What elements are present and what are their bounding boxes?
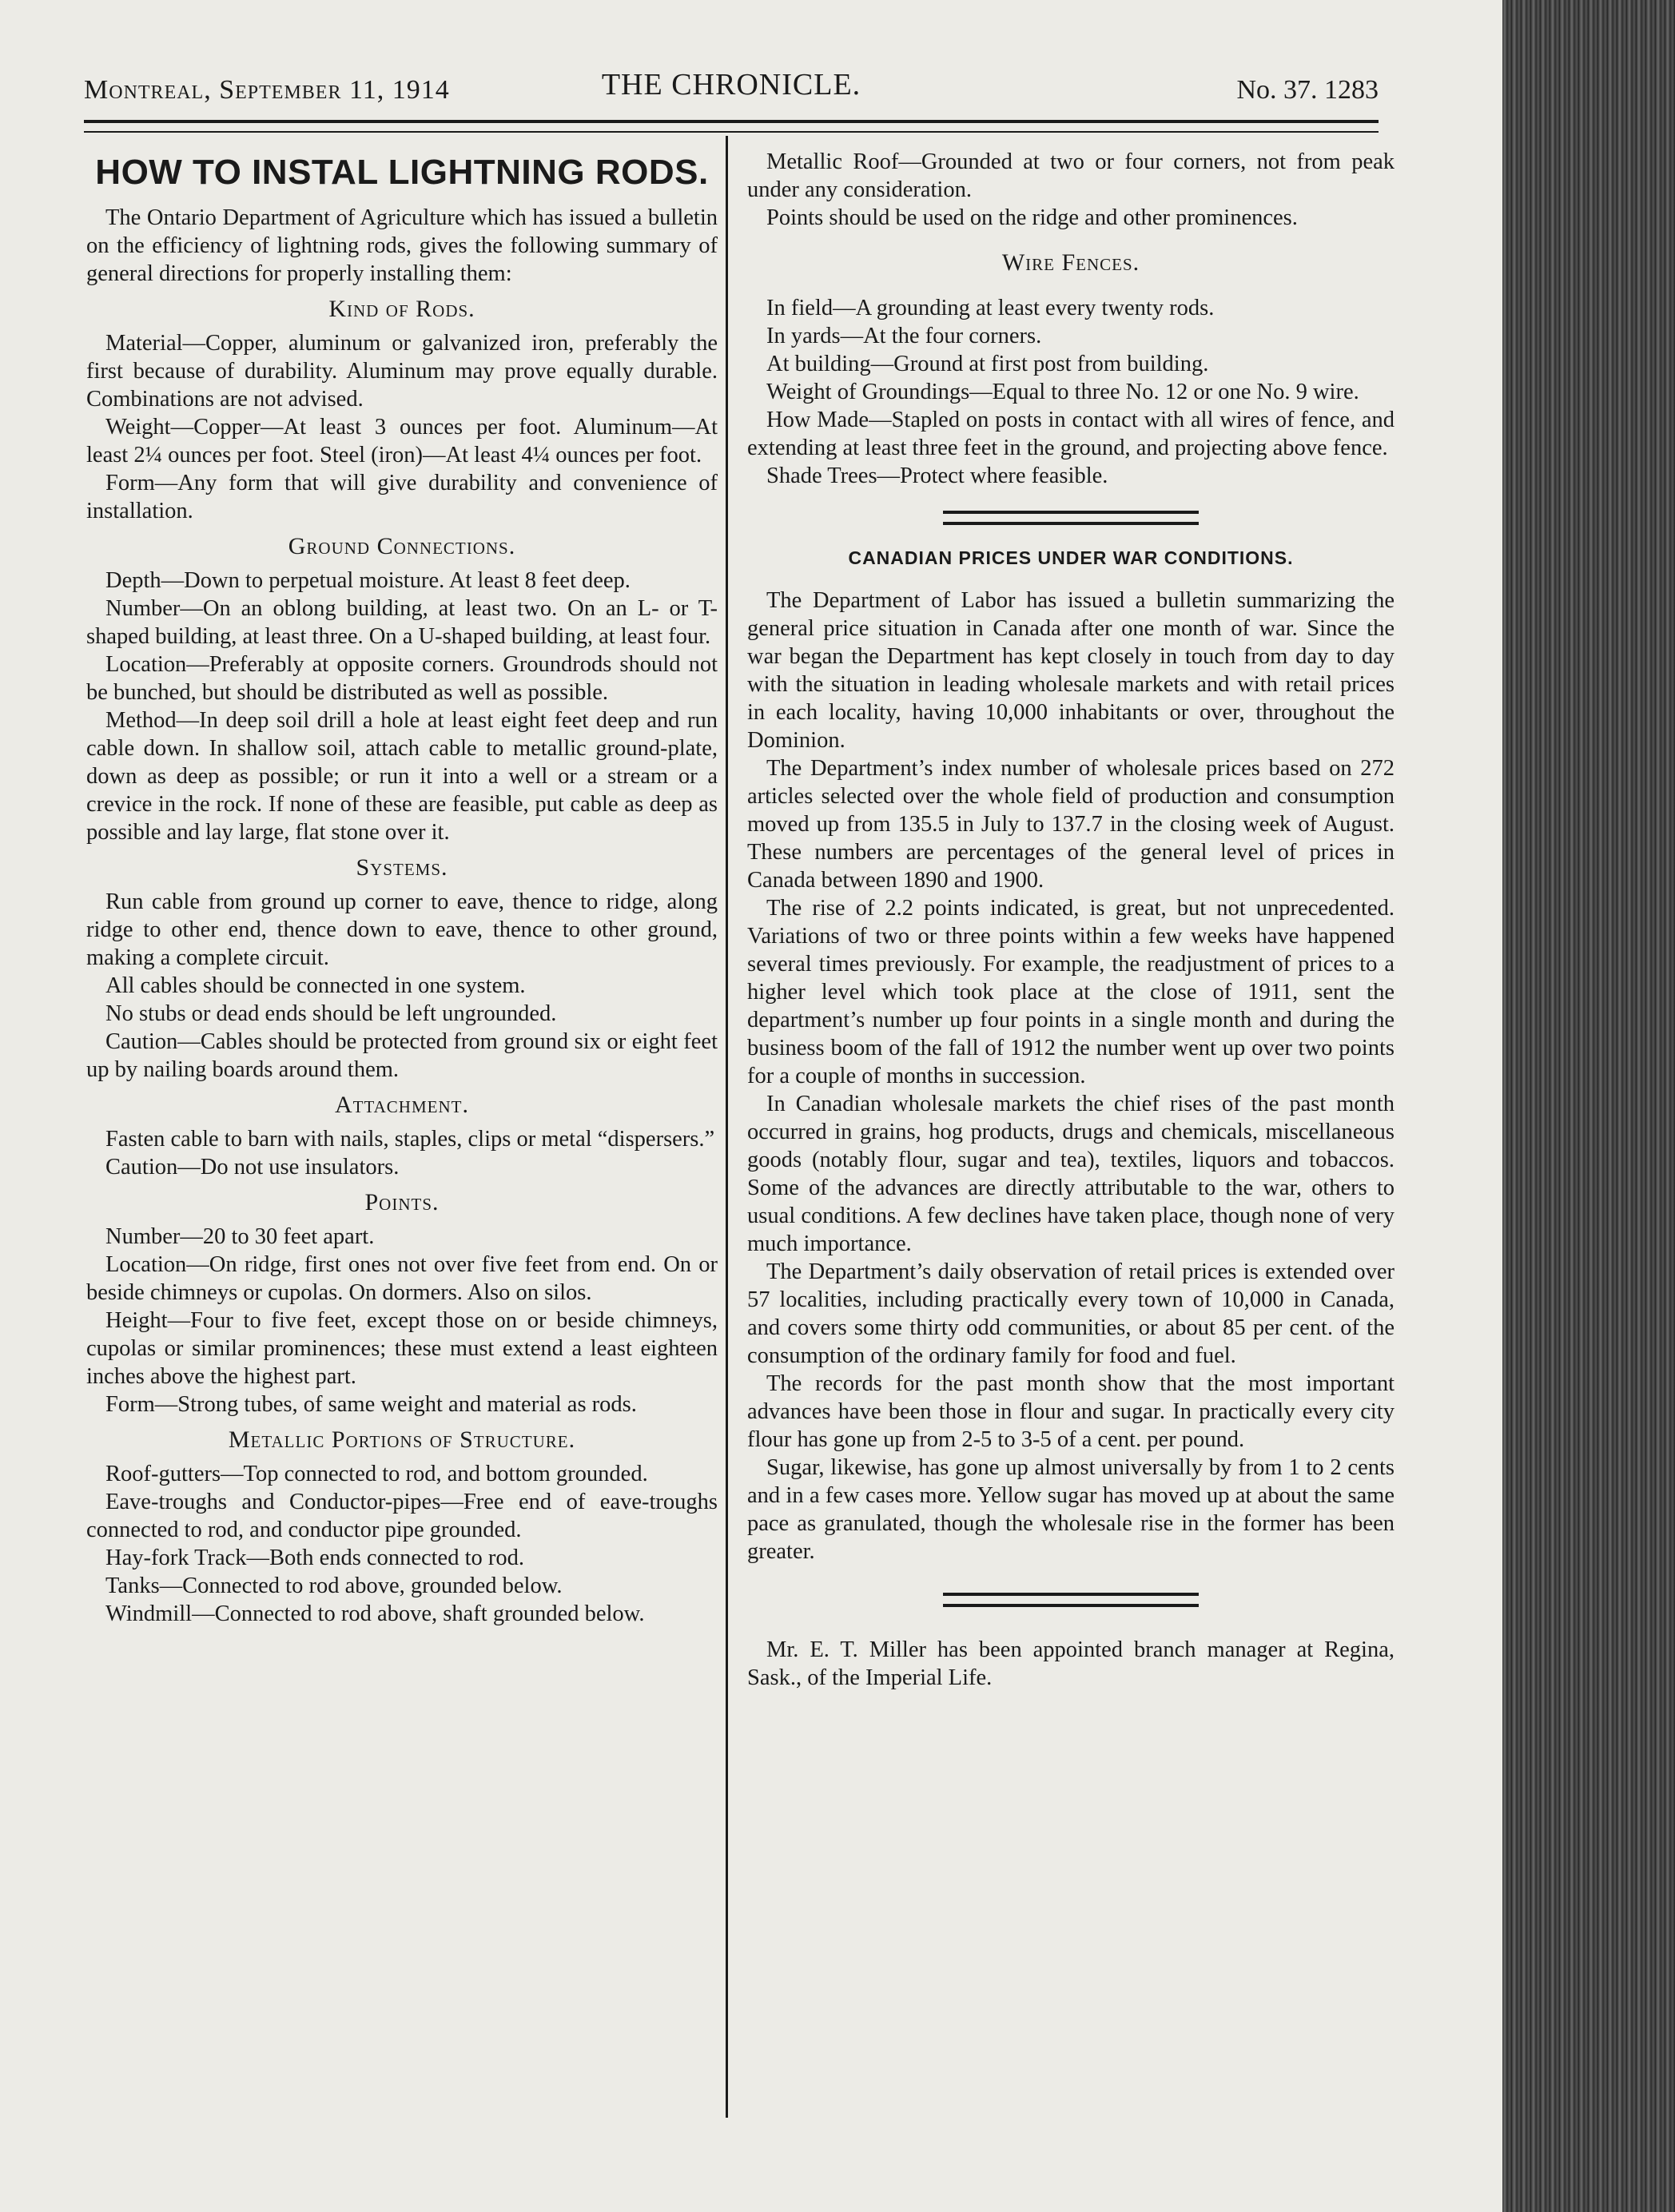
paragraph: Caution—Do not use insulators. (105, 1155, 400, 1180)
subhead-systems: Systems. (356, 854, 448, 881)
header-issue-page: No. 37. 1283 (1236, 75, 1379, 105)
paragraph: No stubs or dead ends should be left ungrounded. (105, 1001, 557, 1026)
header-publication-title: THE CHRONICLE. (601, 68, 861, 101)
paragraph: Location—Preferably at opposite corners. Groundrods should not be bunched, but should be distributed as well as possible. (86, 652, 718, 705)
paragraph: Height—Four to five feet, except those on or beside chimneys, cupolas or similar prominences; these must extend a least eighteen inches above the highest part. (86, 1308, 718, 1389)
paragraph: Tanks—Connected to rod above, grounded below. (105, 1573, 563, 1598)
paragraph: The records for the past month show that the most important advances have been those in flour and sugar. In practically every city flour has gone up from 2-5 to 3-5 of a cent. per pound. (747, 1371, 1395, 1452)
notice-paragraph: Mr. E. T. Miller has been appointed branch manager at Regina, Sask., of the Imperial Life. (747, 1637, 1395, 1690)
article-intro: The Ontario Department of Agriculture which has issued a bulletin on the efficiency of lightning rods, gives the following summary of general directions for properly installing them: (86, 205, 718, 286)
column-divider (726, 136, 728, 2118)
paragraph: The rise of 2.2 points indicated, is great, but not unprecedented. Variations of two or three points within a few weeks have happened several times previously. For example, the readjustment of prices to a higher level which took place at the close of 1911, sent the department’s number up four points in a single month and during the business boom of the fall of 1912 the number went up over two points for a couple of months in succession. (747, 896, 1395, 1088)
paragraph: The Department of Labor has issued a bulletin summarizing the general price situation in Canada after one month of war. Since the war began the Department has kept closely in touch from day to day with the situation in leading wholesale markets and with retail prices in each locality, having 10,000 inhabitants or over, throughout the Dominion. (747, 588, 1395, 753)
paragraph: Method—In deep soil drill a hole at least eight feet deep and run cable down. In shallow soil, attach cable to metallic ground-plate, down as deep as possible; or run it into a well or a stream or a crevice in the rock. If none of these are feasible, put cable as deep as possible and lay large, flat stone over it. (86, 708, 718, 845)
paragraph: Caution—Cables should be protected from ground six or eight feet up by nailing boards around them. (86, 1029, 718, 1082)
paragraph: In Canadian wholesale markets the chief rises of the past month occurred in grains, hog products, drugs and chemicals, miscellaneous goods (notably flour, sugar and tea), textiles, liquors and tobaccos. Some of the advances are directly attributable to the war, others to usual conditions. A few declines have taken place, though none of very much importance. (747, 1092, 1395, 1256)
paragraph: Weight—Copper—At least 3 ounces per foot. Aluminum—At least 2¼ ounces per foot. Steel (iron)—At least 4¼ ounces per foot. (86, 415, 718, 467)
right-column (747, 148, 1395, 1692)
left-column (86, 148, 718, 1628)
subhead-metallic-portions: Metallic Portions of Structure. (228, 1426, 576, 1453)
paragraph: The Department’s index number of wholesale prices based on 272 articles selected over the whole field of production and consumption moved up from 135.5 in July to 137.7 in the closing week of August. These numbers are percentages of the general level of prices in Canada between 1890 and 1900. (747, 756, 1395, 893)
subhead-ground-connections: Ground Connections. (288, 533, 516, 559)
subhead-wire-fences: Wire Fences. (1001, 249, 1140, 276)
paragraph: Roof-gutters—Top connected to rod, and bottom grounded. (105, 1462, 648, 1486)
paragraph: Form—Strong tubes, of same weight and material as rods. (105, 1392, 637, 1417)
subhead-kind-of-rods: Kind of Rods. (328, 296, 475, 322)
article-title-canadian-prices: CANADIAN PRICES UNDER WAR CONDITIONS. (848, 547, 1294, 568)
paragraph: Run cable from ground up corner to eave, thence to ridge, along ridge to other end, thence down to eave, thence to other ground, making a complete circuit. (86, 889, 718, 970)
header-dateline: Montreal, September 11, 1914 (84, 75, 450, 105)
paragraph: Material—Copper, aluminum or galvanized iron, preferably the first because of durability. Aluminum may prove equally durable. Combinations are not advised. (86, 331, 718, 412)
section-divider-rule (943, 511, 1199, 525)
paragraph: Hay-fork Track—Both ends connected to rod. (105, 1546, 524, 1570)
page-header (84, 67, 1379, 115)
paragraph: In yards—At the four corners. (766, 324, 1042, 348)
book-binding-edge (1502, 0, 1675, 2212)
header-rule (84, 120, 1379, 133)
paragraph: Fasten cable to barn with nails, staples, clips or metal “dispersers.” (105, 1127, 715, 1152)
paragraph: Number—20 to 30 feet apart. (105, 1224, 375, 1249)
paragraph: The Department’s daily observation of retail prices is extended over 57 localities, including practically every town of 10,000 in Canada, and covers some thirty odd communities, or about 85 per cent. of the consumption of the ordinary family for food and fuel. (747, 1259, 1395, 1368)
paragraph: Depth—Down to perpetual moisture. At least 8 feet deep. (105, 568, 631, 593)
section-divider-rule (943, 1593, 1199, 1607)
paragraph: How Made—Stapled on posts in contact with all wires of fence, and extending at least three feet in the ground, and projecting above fence. (747, 408, 1395, 460)
subhead-attachment: Attachment. (335, 1092, 469, 1118)
paragraph: Sugar, likewise, has gone up almost universally by from 1 to 2 cents and in a few cases more. Yellow sugar has moved up at about the same pace as granulated, though the wholesale rise in the former has been greater. (747, 1455, 1395, 1564)
paragraph: Number—On an oblong building, at least two. On an L- or T-shaped building, at least three. On a U-shaped building, at least four. (86, 596, 718, 649)
paragraph: Form—Any form that will give durability and convenience of installation. (86, 471, 718, 523)
paragraph: Shade Trees—Protect where feasible. (766, 463, 1108, 488)
paragraph: Points should be used on the ridge and other prominences. (766, 205, 1298, 230)
paragraph: Weight of Groundings—Equal to three No. 12 or one No. 9 wire. (766, 380, 1359, 404)
article-title-lightning-rods: HOW TO INSTAL LIGHTNING RODS. (95, 153, 709, 192)
paragraph: Windmill—Connected to rod above, shaft grounded below. (105, 1601, 645, 1626)
paragraph: All cables should be connected in one system. (105, 973, 526, 998)
paragraph: Eave-troughs and Conductor-pipes—Free end of eave-troughs connected to rod, and conductor pipe grounded. (86, 1490, 718, 1542)
subhead-points: Points. (364, 1189, 440, 1215)
paragraph: At building—Ground at first post from building. (766, 352, 1209, 376)
paragraph: Location—On ridge, first ones not over five feet from end. On or beside chimneys or cupolas. On dormers. Also on silos. (86, 1252, 718, 1305)
paragraph: In field—A grounding at least every twenty rods. (766, 296, 1215, 320)
paragraph: Metallic Roof—Grounded at two or four corners, not from peak under any consideration. (747, 149, 1395, 202)
